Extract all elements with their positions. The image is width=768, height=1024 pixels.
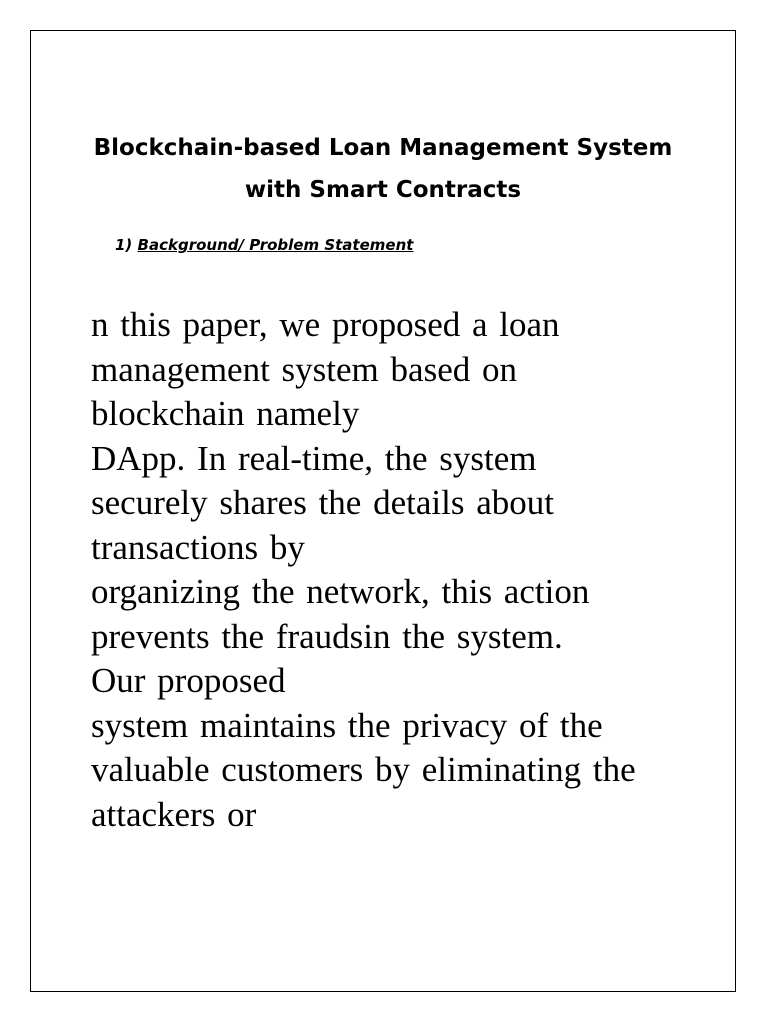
section-label: Background/ Problem Statement <box>137 236 414 254</box>
body-line: management system based on <box>91 349 517 389</box>
body-line: Our proposed <box>91 661 286 700</box>
document-title <box>31 127 735 211</box>
body-line: system maintains the privacy of the <box>91 705 603 745</box>
section-heading <box>115 236 413 254</box>
section-number: 1) <box>115 236 133 254</box>
body-line: attackers or <box>91 794 257 834</box>
body-line: organizing the network, this action <box>91 572 590 611</box>
document-page <box>30 30 736 992</box>
body-line: blockchain namely <box>91 394 360 433</box>
body-line: DApp. In real-time, the system <box>91 438 537 478</box>
body-line: n this paper, we proposed a loan <box>91 305 560 344</box>
title-line-2: with Smart Contracts <box>244 177 522 203</box>
body-line: transactions by <box>91 527 305 567</box>
body-line: valuable customers by eliminating the <box>91 750 636 789</box>
body-line: prevents the fraudsin the system. <box>91 616 563 656</box>
body-paragraph <box>91 303 731 837</box>
title-line-1: Blockchain-based Loan Management System <box>93 135 673 161</box>
body-line: securely shares the details about <box>91 483 554 522</box>
